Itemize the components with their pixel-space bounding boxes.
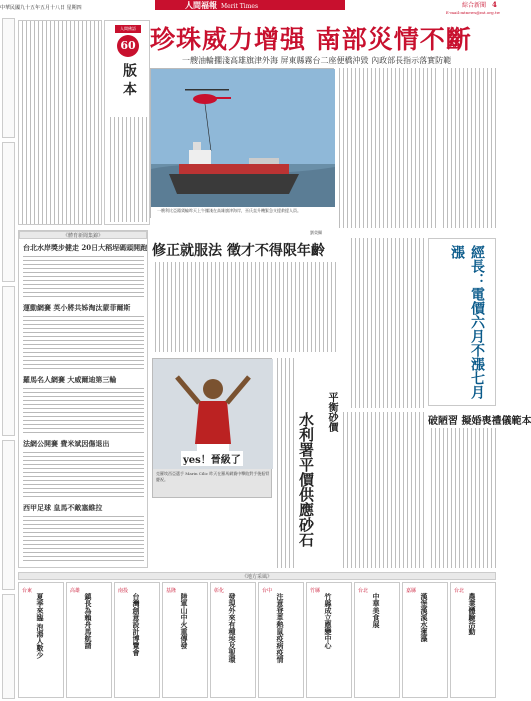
local-news-place: 台北	[454, 588, 465, 594]
local-news-place: 台東	[22, 588, 33, 594]
masthead-english: Merit Times	[221, 3, 259, 10]
strip-column-1	[2, 18, 15, 138]
local-news-title: 發現外來有種埃及聖環	[228, 593, 237, 663]
story4-body-left	[274, 358, 294, 568]
brief-title-5: 西甲足球 皇馬不敵塞維拉	[23, 503, 103, 512]
photo-caption: 一艘利比亞籍貨輪昨天上午擱淺在高雄旗津海岸，巫氏直升機緊急支援救援人員。	[157, 208, 301, 213]
story5-body	[428, 428, 496, 568]
strip-column-3	[2, 286, 15, 436]
brief-body-4	[23, 449, 144, 497]
local-news-col-9	[402, 582, 448, 698]
story4-headline: 水利署平價供應砂石	[297, 412, 315, 547]
main-story-body	[336, 68, 436, 228]
ship-rescue-illustration	[151, 69, 335, 219]
local-news-title: 農業體驗活動	[468, 593, 477, 635]
sports-photo	[152, 358, 272, 498]
left-margin-strip	[0, 18, 16, 701]
local-news-place: 南投	[118, 588, 129, 594]
local-news-place: 台北	[358, 588, 369, 594]
briefs-header: 《體育新聞集錦》	[19, 231, 147, 239]
brief-title-1: 台北水岸獎步健走 20日大稻埕碼頭開跑	[23, 243, 148, 252]
local-news-place: 彰化	[214, 588, 225, 594]
main-subheadline: 一艘油輪擱淺高雄旗津外海 屏東縣霧台二座便橋沖毀 內政部長指示落實防範	[182, 56, 452, 65]
local-news-place: 高雄	[70, 588, 81, 594]
brief-body-1	[23, 253, 144, 297]
sports-photo-text: 克羅埃西亞選手 Marin Cilic 昨天在羅馬網賽中擊敗對手後振臂慶祝。	[156, 471, 270, 482]
article-column-left	[18, 20, 102, 225]
masthead	[155, 0, 345, 10]
local-news-title: 鎮長為賴舟馬航請	[84, 593, 93, 649]
editorial-badge: 60	[117, 35, 139, 57]
page-number: 4	[492, 0, 497, 9]
main-headline: 珍珠威力增强 南部災情不斷	[150, 25, 472, 54]
local-news-col-5	[210, 582, 256, 698]
main-story-body-right	[440, 68, 496, 228]
strip-column-4	[2, 440, 15, 590]
story3-box	[428, 238, 496, 406]
brief-body-3	[23, 385, 144, 433]
local-news-title: 竹縣成立應變中心	[324, 593, 333, 649]
local-news-col-10	[450, 582, 496, 698]
story4-body-right	[340, 412, 424, 568]
section-name: 綜合新聞	[461, 2, 486, 9]
strip-column-2	[2, 142, 15, 282]
brief-body-5	[23, 513, 144, 563]
strip-column-5	[2, 594, 15, 699]
story5-headline: 破陋習 擬婚喪禮儀範本	[428, 416, 531, 427]
local-news-col-8	[354, 582, 400, 698]
editorial-label: 人間佛語	[115, 25, 141, 33]
sports-photo-title: yes！晉級了	[181, 451, 243, 466]
brief-title-3: 羅馬名人網賽 大威爾迪第三輪	[23, 375, 117, 384]
local-news-col-4	[162, 582, 208, 698]
brief-body-2	[23, 313, 144, 369]
story3-headline: 經長：電價六月不漲七月漲	[449, 245, 485, 399]
local-news-col-6	[258, 582, 304, 698]
local-news-title: 夏季來臨 泡湯人數少	[36, 593, 45, 659]
sports-briefs-box	[18, 230, 148, 568]
contact-email: E-mail:mtnews@mt.org.tw	[445, 10, 500, 15]
bottom-section-header: 《地方采風》	[18, 572, 496, 580]
masthead-title: 人間福報	[185, 0, 217, 10]
local-news-title: 注意登革熱鼠疫病疫情	[276, 593, 285, 663]
brief-title-4: 法網公開賽 費米斌因傷退出	[23, 439, 110, 448]
local-news-title: 台灣創意設計博覽會	[132, 593, 141, 656]
local-news-place: 嘉縣	[406, 588, 417, 594]
brief-title-2: 運動網賽 英小將共姊淘汰蒙菲爾斯	[23, 303, 131, 312]
editorial-body	[107, 117, 147, 222]
editorial-title: 版 本	[121, 63, 137, 96]
local-news-title: 漢堡漢溪水蓮藻	[420, 593, 429, 642]
local-news-title: 中華美食展	[372, 593, 381, 628]
story3-body	[348, 238, 426, 408]
story2-body	[152, 262, 336, 352]
main-photo	[150, 68, 334, 218]
local-news-row	[18, 582, 496, 698]
issue-date: 中華民國九十五年五月十八日 星期四	[0, 5, 82, 11]
story2-headline: 修正就服法 徵才不得限年齡	[152, 243, 325, 259]
page-header	[0, 0, 500, 17]
local-news-place: 竹縣	[310, 588, 321, 594]
local-news-col-3	[114, 582, 160, 698]
story4-kicker: 平衡砂價	[326, 392, 337, 432]
local-news-title: 陸軍山中火重傳發	[180, 593, 189, 649]
local-news-place: 台中	[262, 588, 273, 594]
editorial-box	[104, 20, 150, 225]
local-news-col-2	[66, 582, 112, 698]
local-news-col-1	[18, 582, 64, 698]
photo-credit: 劉榮攝	[310, 230, 322, 235]
local-news-col-7	[306, 582, 352, 698]
local-news-place: 基隆	[166, 588, 177, 594]
